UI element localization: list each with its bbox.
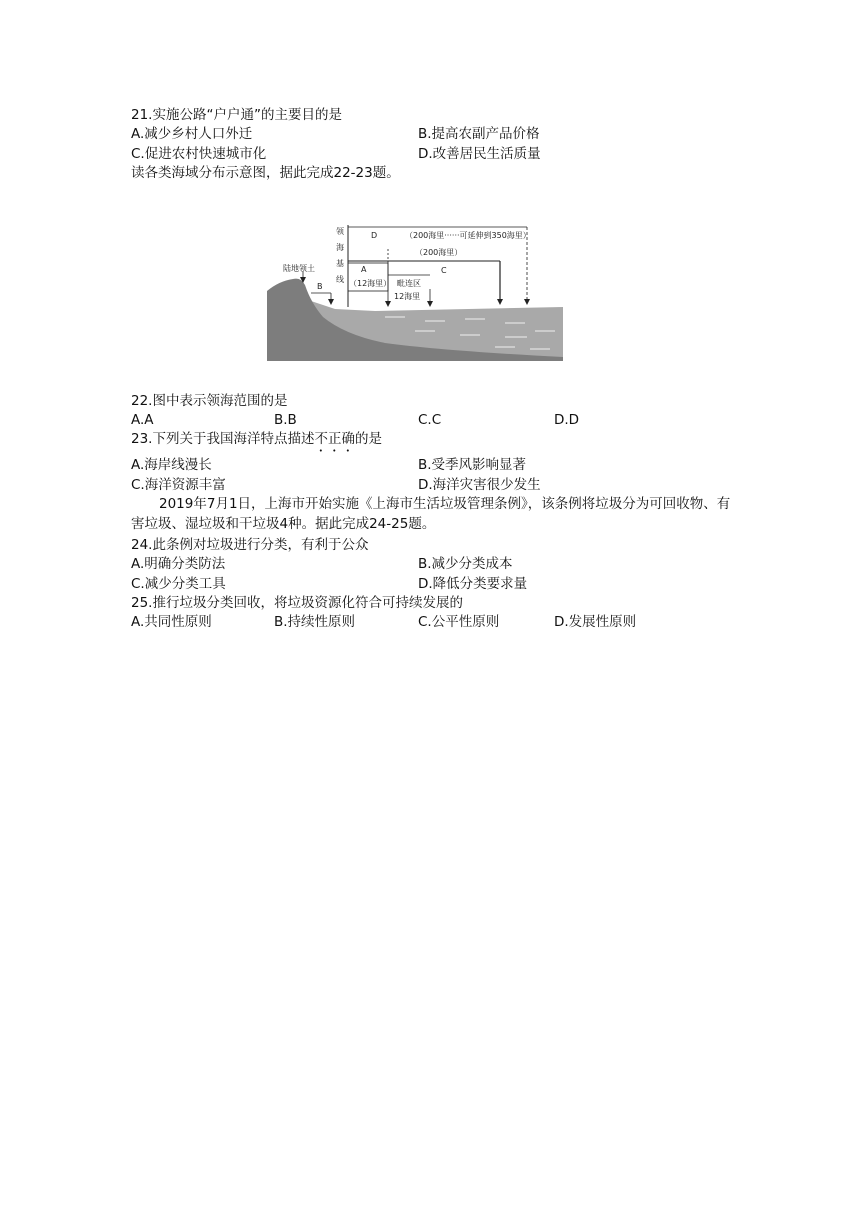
label-D: D xyxy=(371,231,378,240)
q25-stem: 25.推行垃圾分类回收，将垃圾资源化符合可持续发展的 xyxy=(131,595,463,611)
q22-option-d: D.D xyxy=(554,412,580,428)
q23-option-d: D.海洋灾害很少发生 xyxy=(418,477,541,493)
q22-option-b: B.B xyxy=(274,412,297,428)
q21-option-c: C.促进农村快速城市化 xyxy=(131,146,267,162)
q21-option-d: D.改善居民生活质量 xyxy=(418,146,541,162)
q22-option-c: C.C xyxy=(418,412,442,428)
q25-option-d: D.发展性原则 xyxy=(554,614,637,630)
q24-option-a: A.明确分类防法 xyxy=(131,556,226,572)
passage-24-25: 2019年7月1日，上海市开始实施《上海市生活垃圾管理条例》，该条例将垃圾分为可回收物、有害垃圾、湿垃圾和干垃圾4种。据此完成24-25题。 xyxy=(131,496,731,532)
q25-option-c: C.公平性原则 xyxy=(418,614,500,630)
label-A-range: （12海里） xyxy=(349,279,392,288)
q23-stem-emphasis: 不正确 xyxy=(314,431,355,447)
q22-option-a: A.A xyxy=(131,412,154,428)
q22-stem: 22.图中表示领海范围的是 xyxy=(131,393,288,409)
label-contiguous: 毗连区 xyxy=(397,279,421,288)
q21-stem: 21.实施公路“户户通”的主要目的是 xyxy=(131,107,342,123)
q25-option-b: B.持续性原则 xyxy=(274,614,356,630)
label-A: A xyxy=(361,265,367,274)
q21-option-b: B.提高农副产品价格 xyxy=(418,126,540,142)
q24-option-b: B.减少分类成本 xyxy=(418,556,513,572)
label-baseline-1: 领 xyxy=(336,227,344,236)
label-D-range: （200海里······可延伸到350海里） xyxy=(405,231,531,240)
label-contiguous-range: 12海里 xyxy=(394,292,421,301)
q23-option-b: B.受季风影响显著 xyxy=(418,457,527,473)
q23-option-c: C.海洋资源丰富 xyxy=(131,477,226,493)
label-C-range: （200海里） xyxy=(415,248,463,257)
q23-stem xyxy=(131,430,382,455)
label-B: B xyxy=(317,282,323,291)
label-baseline-2: 海 xyxy=(336,243,344,252)
label-baseline-3: 基 xyxy=(336,259,344,268)
q23-stem-post: 的是 xyxy=(354,431,382,447)
q23-stem-pre: 23.下列关于我国海洋特点描述 xyxy=(131,431,315,447)
q24-option-d: D.降低分类要求量 xyxy=(418,576,528,592)
q24-stem: 24.此条例对垃圾进行分类，有利于公众 xyxy=(131,537,369,553)
sea-zones-diagram xyxy=(265,219,563,361)
q21-option-a: A.减少乡村人口外迁 xyxy=(131,126,253,142)
q24-option-c: C.减少分类工具 xyxy=(131,576,226,592)
label-C: C xyxy=(441,266,447,275)
intro-22-23: 读各类海域分布示意图，据此完成22-23题。 xyxy=(131,165,400,181)
label-baseline-4: 线 xyxy=(336,275,344,284)
label-land: 陆地领土 xyxy=(283,264,315,273)
q23-option-a: A.海岸线漫长 xyxy=(131,457,212,473)
q25-option-a: A.共同性原则 xyxy=(131,614,212,630)
